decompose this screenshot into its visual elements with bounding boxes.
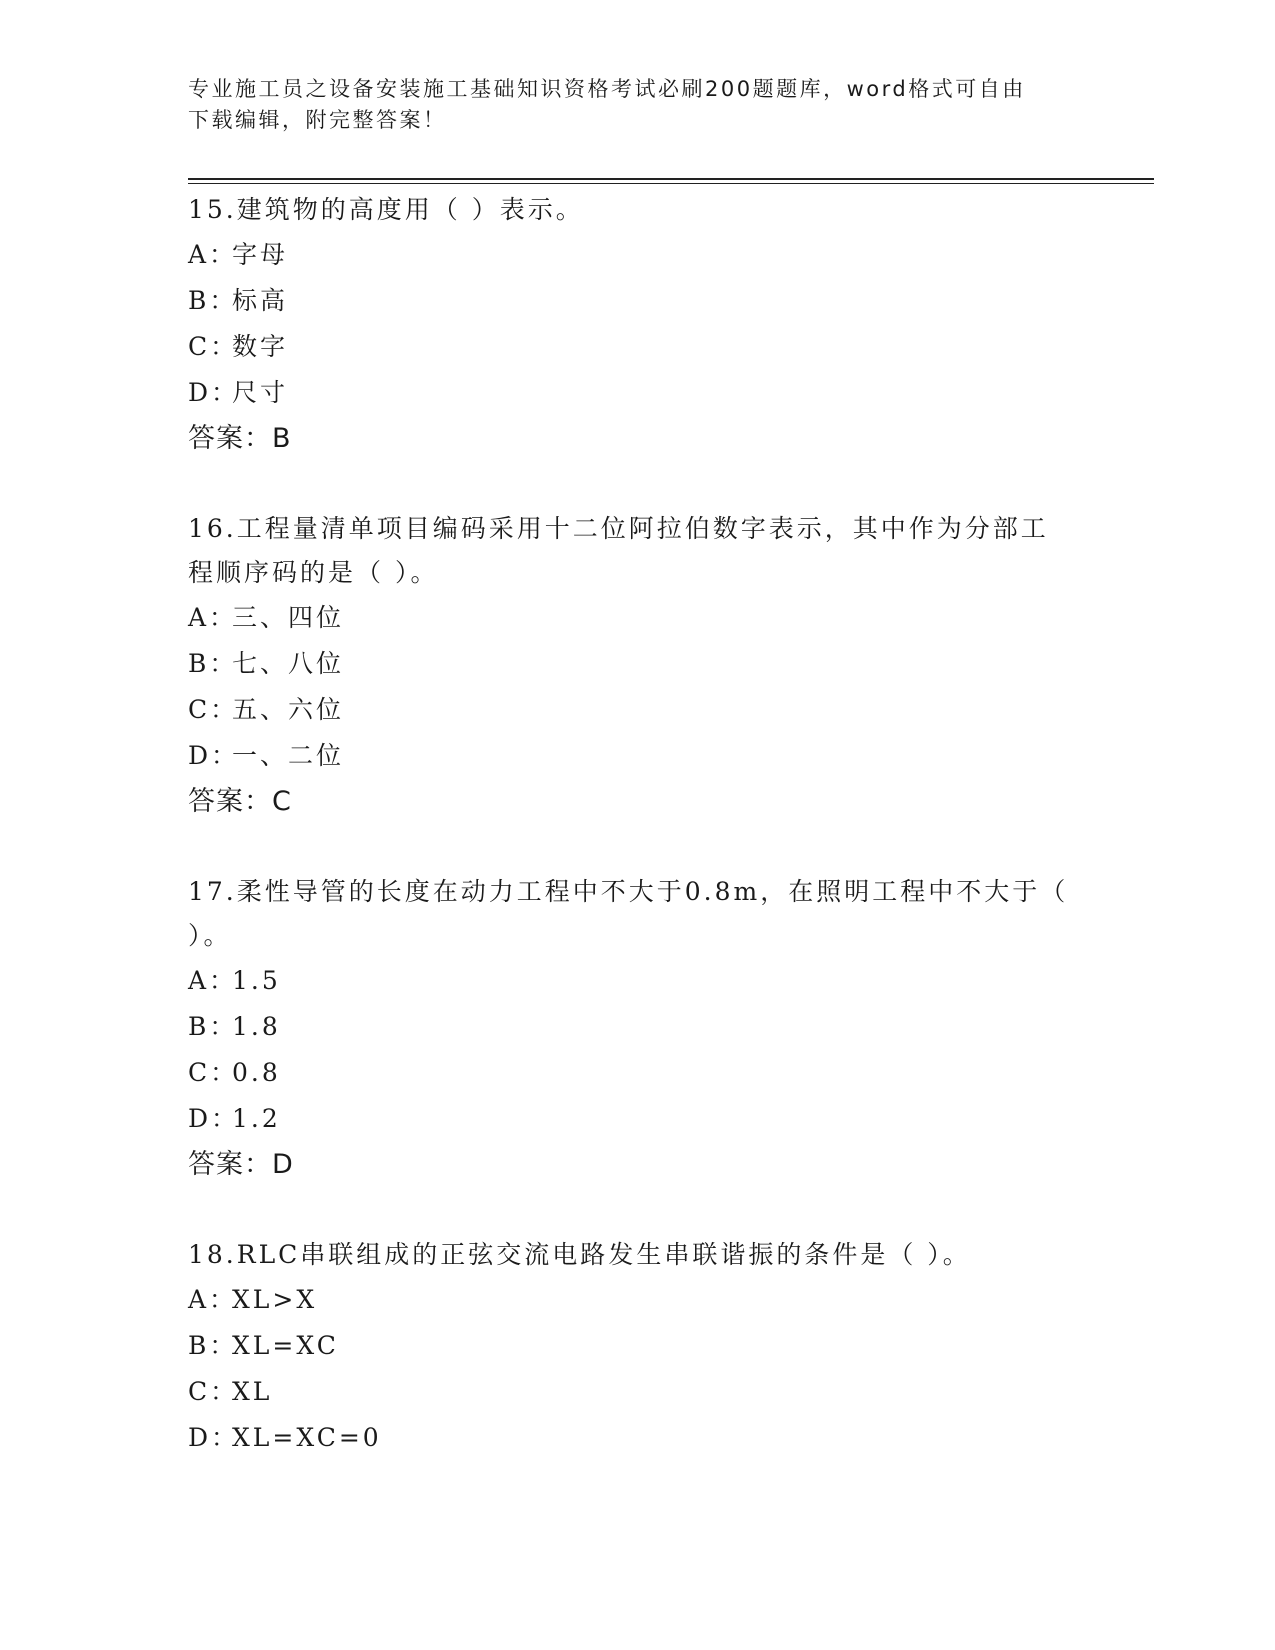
option-a: A：XL>X (188, 1285, 318, 1314)
answer: 答案：D (188, 1149, 294, 1180)
option-b: B：七、八位 (188, 649, 345, 678)
header-line-1: 专业施工员之设备安装施工基础知识资格考试必刷200题题库，word格式可自由 (188, 77, 1026, 101)
option-c: C：数字 (188, 332, 289, 361)
header-divider-thin (188, 183, 1154, 184)
option-c: C：五、六位 (188, 695, 345, 724)
option-b: B：标高 (188, 286, 289, 315)
option-b: B：XL=XC (188, 1331, 339, 1360)
question-text: 18.RLC串联组成的正弦交流电路发生串联谐振的条件是（ ）。 (188, 1240, 971, 1269)
option-b: B：1.8 (188, 1012, 281, 1041)
option-d: D：XL=XC=0 (188, 1423, 382, 1452)
question-text-continued: 程顺序码的是（ ）。 (188, 558, 439, 587)
answer: 答案：B (188, 423, 292, 454)
option-a: A：三、四位 (188, 603, 345, 632)
answer: 答案：C (188, 786, 292, 817)
question-15 (188, 188, 1088, 462)
question-16 (188, 507, 1088, 825)
question-17 (188, 870, 1088, 1188)
option-d: D：一、二位 (188, 741, 345, 770)
header-divider-thick (188, 178, 1154, 180)
header-line-2: 下载编辑，附完整答案！ (188, 108, 447, 132)
question-18 (188, 1233, 1088, 1461)
question-text-continued: ）。 (188, 921, 232, 950)
question-text: 17.柔性导管的长度在动力工程中不大于0.8m，在照明工程中不大于（ (188, 877, 1069, 906)
option-c: C：XL (188, 1377, 273, 1406)
question-list (188, 188, 1088, 1461)
document-header (188, 74, 1088, 136)
option-d: D：1.2 (188, 1104, 281, 1133)
question-text: 15.建筑物的高度用（ ）表示。 (188, 195, 584, 224)
question-text: 16.工程量清单项目编码采用十二位阿拉伯数字表示，其中作为分部工 (188, 514, 1049, 543)
option-c: C：0.8 (188, 1058, 281, 1087)
option-d: D：尺寸 (188, 378, 289, 407)
option-a: A：1.5 (188, 966, 281, 995)
option-a: A：字母 (188, 240, 289, 269)
